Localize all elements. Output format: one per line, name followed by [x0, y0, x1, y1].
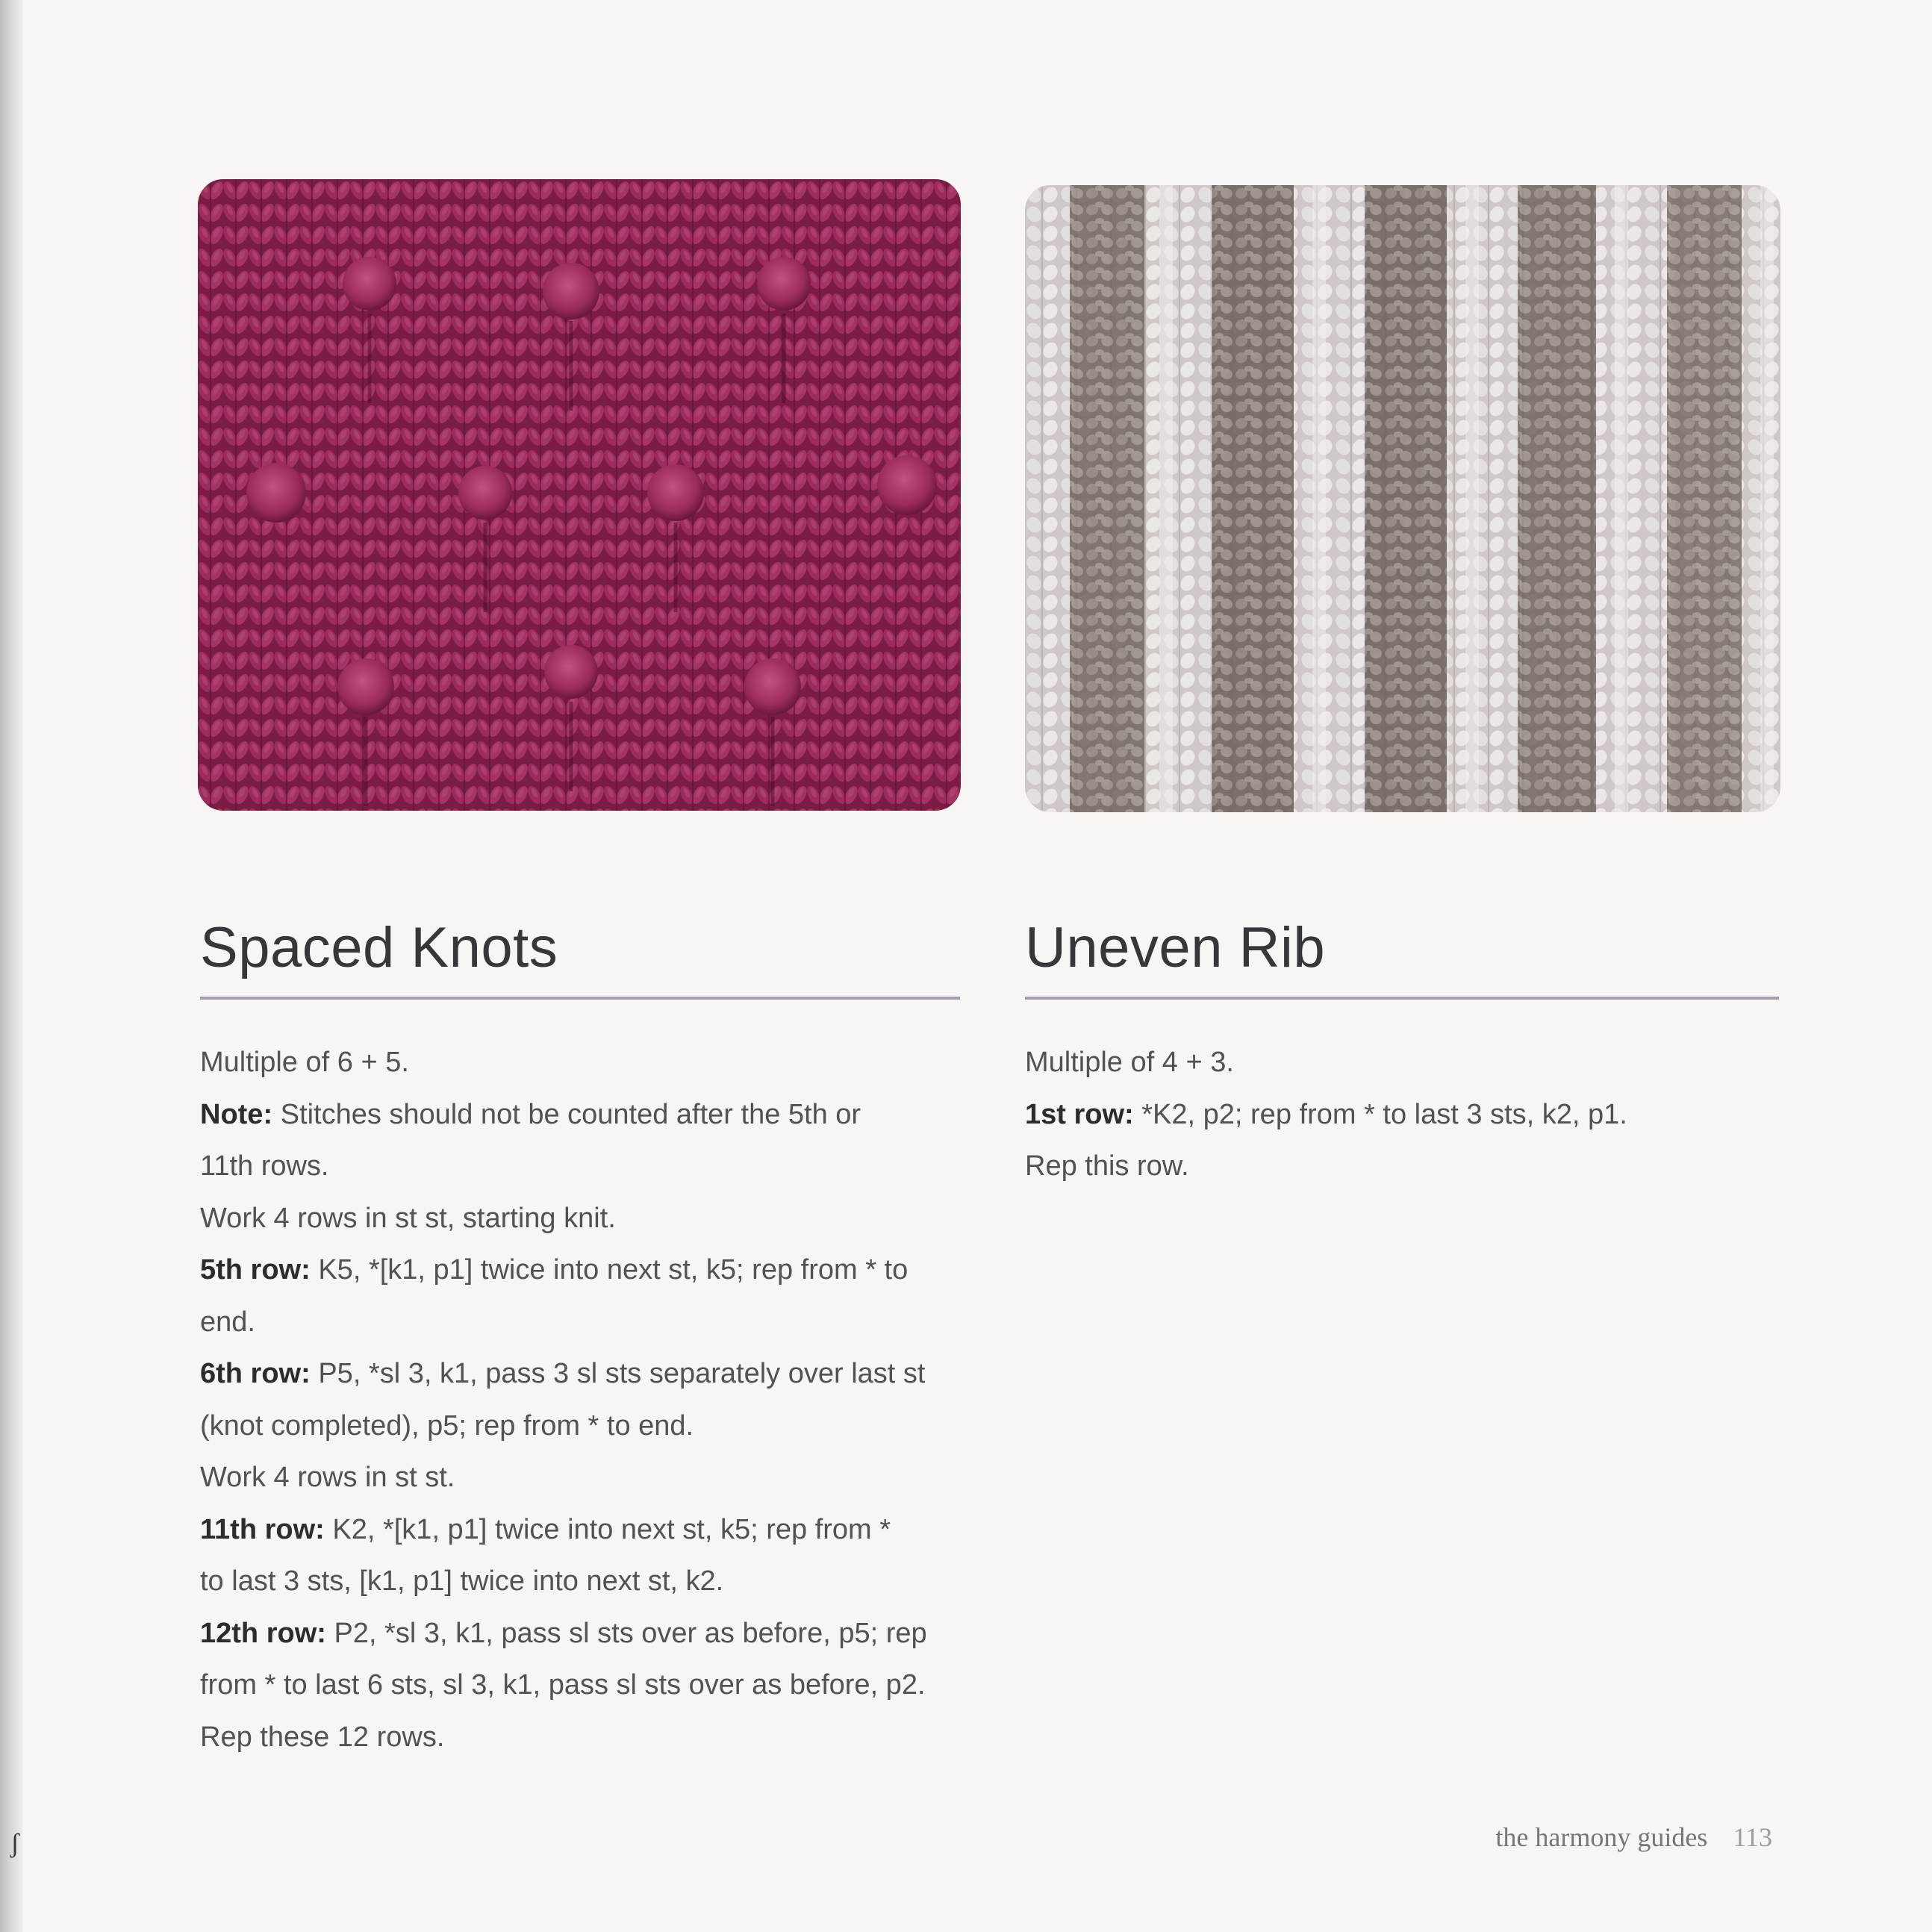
- instruction-line: [200, 1141, 960, 1193]
- spaced-knots-swatch-svg: [198, 179, 961, 811]
- uneven-rib-swatch-image: [1025, 185, 1780, 812]
- instruction-text: (knot completed), p5; rep from * to end.: [200, 1409, 694, 1442]
- book-title: the harmony guides: [1495, 1822, 1708, 1852]
- instruction-line: [200, 1608, 960, 1660]
- spaced-knots-instructions: [200, 1037, 960, 1763]
- book-spine-shadow: [0, 0, 22, 1932]
- instruction-line: [200, 1660, 960, 1712]
- row-label: 6th row:: [200, 1358, 311, 1389]
- instruction-line: [200, 1297, 960, 1349]
- row-label: 5th row:: [200, 1254, 311, 1286]
- row-label: 1st row:: [1025, 1098, 1134, 1130]
- spaced-knots-swatch-image: [198, 179, 961, 811]
- uneven-rib-title: Uneven Rib: [1025, 916, 1326, 979]
- instruction-line: [200, 1244, 960, 1297]
- instruction-line: [200, 1193, 960, 1245]
- instruction-text: K5, *[k1, p1] twice into next st, k5; rep from * to: [310, 1254, 909, 1286]
- instruction-text: *K2, p2; rep from * to last 3 sts, k2, p1.: [1133, 1098, 1627, 1130]
- spaced-knots-section: [200, 907, 960, 1763]
- row-label: Note:: [200, 1098, 273, 1130]
- instruction-line: [1025, 1089, 1779, 1141]
- instruction-text: 11th rows.: [200, 1150, 329, 1182]
- instruction-line: [200, 1556, 960, 1608]
- instruction-text: Work 4 rows in st st.: [200, 1462, 455, 1493]
- row-label: 12th row:: [200, 1617, 326, 1649]
- instruction-line: [200, 1712, 960, 1764]
- instruction-line: [1025, 1037, 1779, 1089]
- instruction-text: P2, *sl 3, k1, pass sl sts over as before, p5; rep: [325, 1617, 927, 1649]
- page-number: 113: [1733, 1822, 1772, 1852]
- instruction-text: Multiple of 6 + 5.: [200, 1047, 409, 1078]
- title-divider: [1025, 997, 1779, 1000]
- instruction-text: Rep this row.: [1025, 1150, 1189, 1182]
- page-footer: [1495, 1822, 1772, 1853]
- instruction-line: [200, 1089, 960, 1141]
- instruction-text: Multiple of 4 + 3.: [1025, 1047, 1234, 1078]
- margin-mark: ʃ: [10, 1828, 19, 1858]
- spaced-knots-title: Spaced Knots: [200, 916, 558, 979]
- instruction-text: P5, *sl 3, k1, pass 3 sl sts separately over last st: [310, 1358, 926, 1389]
- instruction-line: [1025, 1141, 1779, 1193]
- instruction-line: [200, 1504, 960, 1556]
- instruction-text: Stitches should not be counted after the 5th or: [272, 1098, 861, 1130]
- title-divider: [200, 997, 960, 1000]
- instruction-line: [200, 1400, 960, 1453]
- uneven-rib-swatch-svg: [1025, 185, 1780, 812]
- instruction-line: [200, 1037, 960, 1089]
- instruction-text: to last 3 sts, [k1, p1] twice into next st, k2.: [200, 1565, 724, 1597]
- row-label: 11th row:: [200, 1513, 325, 1545]
- instruction-line: [200, 1348, 960, 1400]
- instruction-text: end.: [200, 1306, 255, 1338]
- uneven-rib-section: [1025, 907, 1779, 1193]
- instruction-text: K2, *[k1, p1] twice into next st, k5; rep from *: [324, 1513, 891, 1545]
- instruction-text: Rep these 12 rows.: [200, 1721, 445, 1753]
- instruction-text: from * to last 6 sts, sl 3, k1, pass sl sts over as before, p2.: [200, 1669, 926, 1701]
- instruction-text: Work 4 rows in st st, starting knit.: [200, 1202, 616, 1234]
- uneven-rib-instructions: [1025, 1037, 1779, 1193]
- instruction-line: [200, 1452, 960, 1504]
